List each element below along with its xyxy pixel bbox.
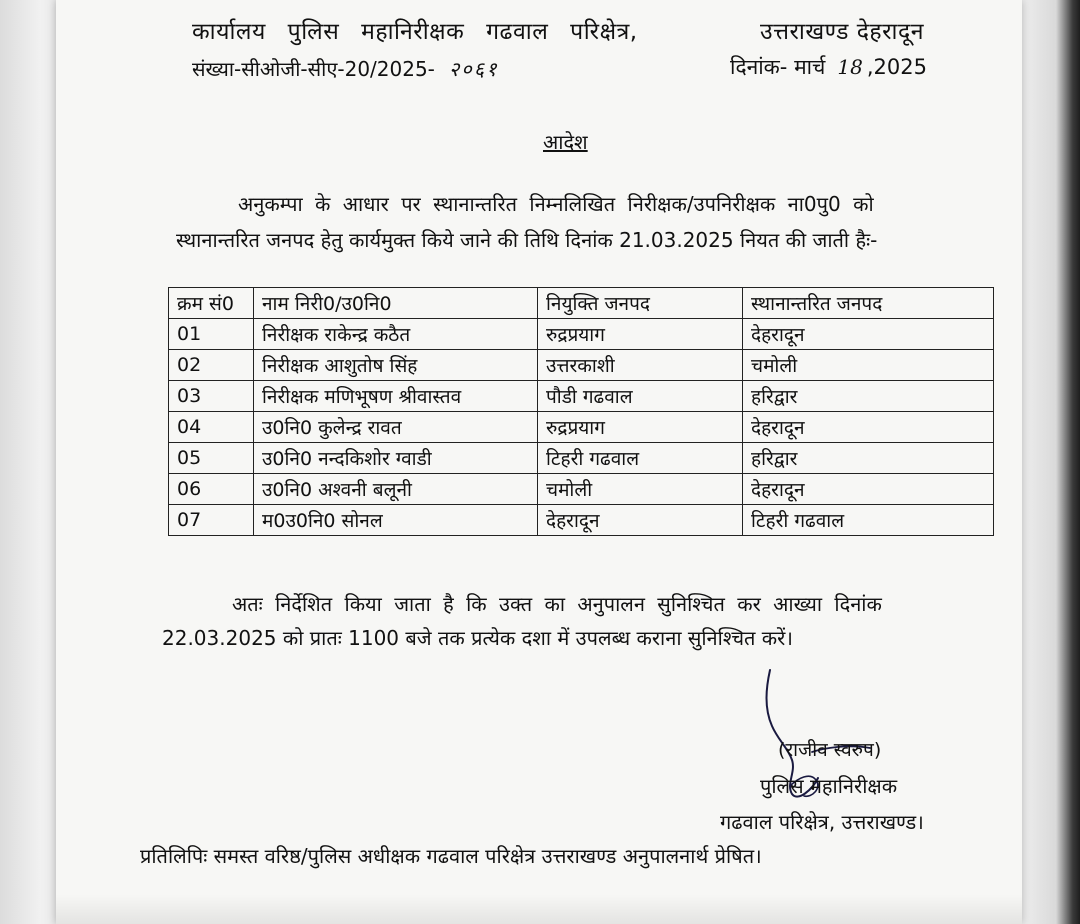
table-row	[169, 505, 994, 536]
date-year: ,2025	[866, 55, 927, 79]
cell-transfer-district: चमोली	[743, 350, 994, 381]
order-paragraph-line-1: अनुकम्पा के आधार पर स्थानान्तरित निम्नलिखित निरीक्षक/उपनिरीक्षक ना0पु0 को	[238, 192, 874, 216]
header-serial: क्रम सं0	[169, 288, 254, 319]
cell-name: उ0नि0 अश्वनी बलूनी	[254, 474, 538, 505]
signatory-name: (राजीव स्वरुप)	[778, 739, 882, 761]
cell-name: निरीक्षक मणिभूषण श्रीवास्तव	[254, 381, 538, 412]
cell-serial: 01	[169, 319, 254, 350]
cell-transfer-district: टिहरी गढवाल	[743, 505, 994, 536]
cell-name: निरीक्षक आशुतोष सिंह	[254, 350, 538, 381]
cell-posted-district: टिहरी गढवाल	[538, 443, 743, 474]
cell-posted-district: रुद्रप्रयाग	[538, 412, 743, 443]
cell-serial: 05	[169, 443, 254, 474]
date-label: दिनांक- मार्च	[730, 55, 826, 79]
cell-transfer-district: देहरादून	[743, 412, 994, 443]
cell-serial: 07	[169, 505, 254, 536]
cell-posted-district: रुद्रप्रयाग	[538, 319, 743, 350]
order-paragraph-line-2: स्थानान्तरित जनपद हेतु कार्यमुक्त किये जाने की तिथि दिनांक 21.03.2025 नियत की जाती हैः-	[176, 228, 878, 252]
scan-background-left	[0, 0, 58, 924]
cell-posted-district: देहरादून	[538, 505, 743, 536]
table-row	[169, 412, 994, 443]
table-row	[169, 350, 994, 381]
table-row	[169, 474, 994, 505]
header-name: नाम निरी0/उ0नि0	[254, 288, 538, 319]
cell-name: म0उ0नि0 सोनल	[254, 505, 538, 536]
office-heading: कार्यालय पुलिस महानिरीक्षक गढवाल परिक्षेत्र,	[192, 19, 638, 45]
header-posted-district: नियुक्ति जनपद	[538, 288, 743, 319]
office-location: उत्तराखण्ड देहरादून	[760, 19, 924, 45]
cell-serial: 03	[169, 381, 254, 412]
header-transfer-district: स्थानान्तरित जनपद	[743, 288, 994, 319]
cell-serial: 04	[169, 412, 254, 443]
page-shadow	[56, 894, 1022, 924]
copy-to-line: प्रतिलिपिः समस्त वरिष्ठ/पुलिस अधीक्षक गढवाल परिक्षेत्र उत्तराखण्ड अनुपालनार्थ प्रेषित।	[140, 844, 762, 868]
cell-transfer-district: हरिद्वार	[743, 443, 994, 474]
signatory-designation: पुलिस महानिरीक्षक	[760, 774, 898, 798]
cell-name: उ0नि0 कुलेन्द्र रावत	[254, 412, 538, 443]
instruction-paragraph-line-2: 22.03.2025 को प्रातः 1100 बजे तक प्रत्येक दशा में उपलब्ध कराना सुनिश्चित करें।	[162, 626, 793, 650]
transfer-table	[168, 287, 994, 536]
document-title: आदेश	[543, 130, 588, 154]
instruction-paragraph-line-1: अतः निर्देशित किया जाता है कि उक्त का अनुपालन सुनिश्चित कर आख्या दिनांक	[232, 592, 882, 616]
cell-serial: 02	[169, 350, 254, 381]
table-row	[169, 319, 994, 350]
cell-posted-district: उत्तरकाशी	[538, 350, 743, 381]
cell-transfer-district: हरिद्वार	[743, 381, 994, 412]
date-day-handwritten: 18	[837, 55, 863, 79]
table-header-row	[169, 288, 994, 319]
table-row	[169, 381, 994, 412]
reference-handwritten: २०६१	[448, 57, 499, 81]
reference-printed: संख्या-सीओजी-सीए-20/2025-	[192, 57, 435, 81]
table-row	[169, 443, 994, 474]
cell-name: निरीक्षक राकेन्द्र कठैत	[254, 319, 538, 350]
cell-posted-district: पौडी गढवाल	[538, 381, 743, 412]
signatory-office: गढवाल परिक्षेत्र, उत्तराखण्ड।	[720, 810, 924, 834]
cell-transfer-district: देहरादून	[743, 474, 994, 505]
scan-background-right	[1020, 0, 1080, 924]
cell-posted-district: चमोली	[538, 474, 743, 505]
reference-number	[192, 55, 499, 82]
cell-transfer-district: देहरादून	[743, 319, 994, 350]
cell-serial: 06	[169, 474, 254, 505]
cell-name: उ0नि0 नन्दकिशोर ग्वाडी	[254, 443, 538, 474]
order-date	[730, 53, 927, 81]
